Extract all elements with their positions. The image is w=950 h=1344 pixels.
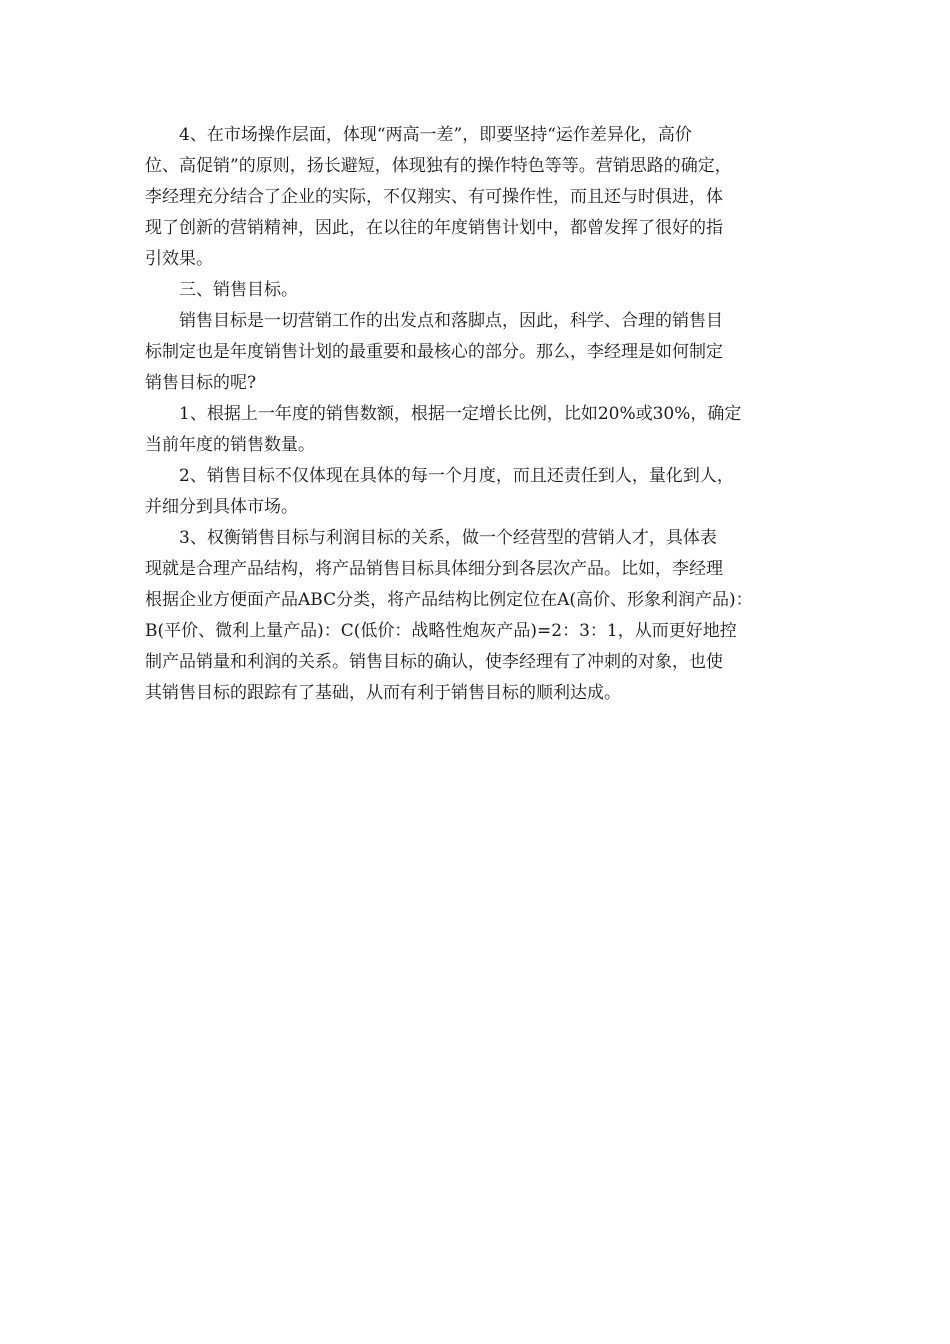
text-line: 制产品销量和利润的关系。销售目标的确认，使李经理有了冲刺的对象，也使 (145, 652, 723, 672)
text-line: 当前年度的销售数量。 (145, 435, 315, 455)
paragraph-sales-target-intro (145, 306, 810, 399)
text-line: 1、根据上一年度的销售数额，根据一定增长比例，比如20%或30%，确定 (179, 404, 742, 424)
text-line: 其销售目标的跟踪有了基础，从而有利于销售目标的顺利达成。 (145, 683, 621, 703)
text-line: 4、在市场操作层面，体现“两高一差”，即要坚持“运作差异化，高价 (179, 125, 692, 145)
text-line: 销售目标是一切营销工作的出发点和落脚点，因此，科学、合理的销售目 (179, 311, 723, 331)
text-line: B(平价、微利上量产品)：C(低价：战略性炮灰产品)=2：3：1，从而更好地控 (145, 621, 737, 641)
text-line: 现就是合理产品结构，将产品销售目标具体细分到各层次产品。比如，李经理 (145, 559, 723, 579)
text-line: 销售目标的呢? (145, 373, 257, 393)
text-line: 李经理充分结合了企业的实际，不仅翔实、有可操作性，而且还与时俱进，体 (145, 187, 723, 207)
text-line: 标制定也是年度销售计划的最重要和最核心的部分。那么，李经理是如何制定 (145, 342, 723, 362)
text-line: 现了创新的营销精神，因此，在以往的年度销售计划中，都曾发挥了很好的指 (145, 218, 723, 238)
paragraph-item-1 (145, 399, 810, 461)
document-body (145, 120, 810, 709)
text-line: 2、销售目标不仅体现在具体的每一个月度，而且还责任到人，量化到人， (179, 466, 734, 486)
text-line: 3、权衡销售目标与利润目标的关系，做一个经营型的营销人才，具体表 (179, 528, 717, 548)
paragraph-item-2 (145, 461, 810, 523)
text-line: 根据企业方便面产品ABC分类，将产品结构比例定位在A(高价、形象利润产品)： (145, 590, 753, 610)
text-line: 位、高促销”的原则，扬长避短，体现独有的操作特色等等。营销思路的确定， (145, 156, 732, 176)
paragraph-market-operation (145, 120, 810, 275)
text-line: 引效果。 (145, 249, 213, 269)
paragraph-item-3 (145, 523, 810, 709)
text-line: 并细分到具体市场。 (145, 497, 298, 517)
heading-text: 三、销售目标。 (179, 280, 298, 300)
section-heading-sales-target (145, 275, 810, 306)
